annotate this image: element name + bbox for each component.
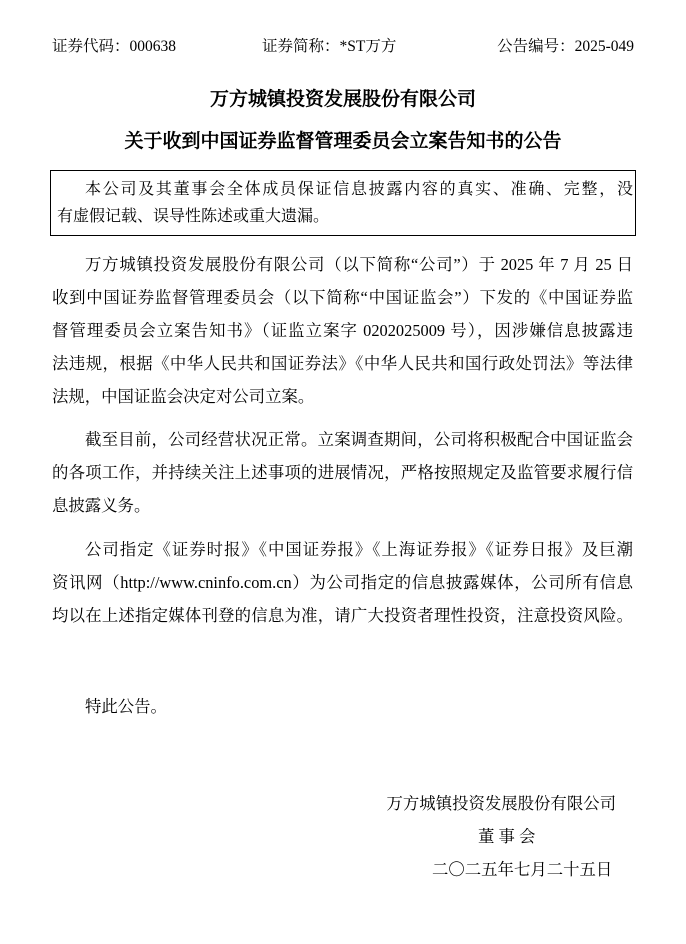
notice-number: 公告编号：2025-049 xyxy=(497,38,634,55)
closing-text: 特此公告。 xyxy=(85,697,167,716)
text-line: 均以在上述指定媒体刊登的信息为准，请广大投资者理性投资，注意投资风险。 xyxy=(52,606,633,625)
text-line: 法规，中国证监会决定对公司立案。 xyxy=(52,387,315,406)
signature-company: 万方城镇投资发展股份有限公司 xyxy=(386,794,616,813)
text-line: 公司指定《证券时报》《中国证券报》《上海证券报》《证券日报》及巨潮 xyxy=(85,540,633,559)
security-code: 证券代码：000638 xyxy=(52,38,177,55)
disclaimer-line: 有虚假记载、误导性陈述或重大遗漏。 xyxy=(57,208,330,225)
security-short-name: 证券简称：*ST万方 xyxy=(262,38,397,55)
text-line: 督管理委员会立案告知书》（证监立案字 0202025009 号），因涉嫌信息披露违 xyxy=(52,321,633,340)
disclaimer-line: 本公司及其董事会全体成员保证信息披露内容的真实、准确、完整，没 xyxy=(85,181,633,198)
text-line: 收到中国证券监督管理委员会（以下简称“中国证监会”）下发的《中国证券监 xyxy=(52,288,633,307)
text-line: 万方城镇投资发展股份有限公司（以下简称“公司”）于 2025 年 7 月 25 日 xyxy=(85,255,633,274)
notice-title: 关于收到中国证券监督管理委员会立案告知书的公告 xyxy=(124,130,562,152)
signature-date: 二〇二五年七月二十五日 xyxy=(432,860,613,879)
signature-board: 董 事 会 xyxy=(478,827,536,846)
text-line: 资讯网（http://www.cninfo.com.cn）为公司指定的信息披露媒体，公司所有信息 xyxy=(52,573,633,592)
text-line: 截至目前，公司经营状况正常。立案调查期间，公司将积极配合中国证监会 xyxy=(85,430,633,449)
text-line: 法违规，根据《中华人民共和国证券法》《中华人民共和国行政处罚法》等法律 xyxy=(52,354,633,373)
text-line: 的各项工作，并持续关注上述事项的进展情况，严格按照规定及监管要求履行信 xyxy=(52,463,633,482)
company-title: 万方城镇投资发展股份有限公司 xyxy=(209,88,476,110)
text-line: 息披露义务。 xyxy=(52,496,151,515)
